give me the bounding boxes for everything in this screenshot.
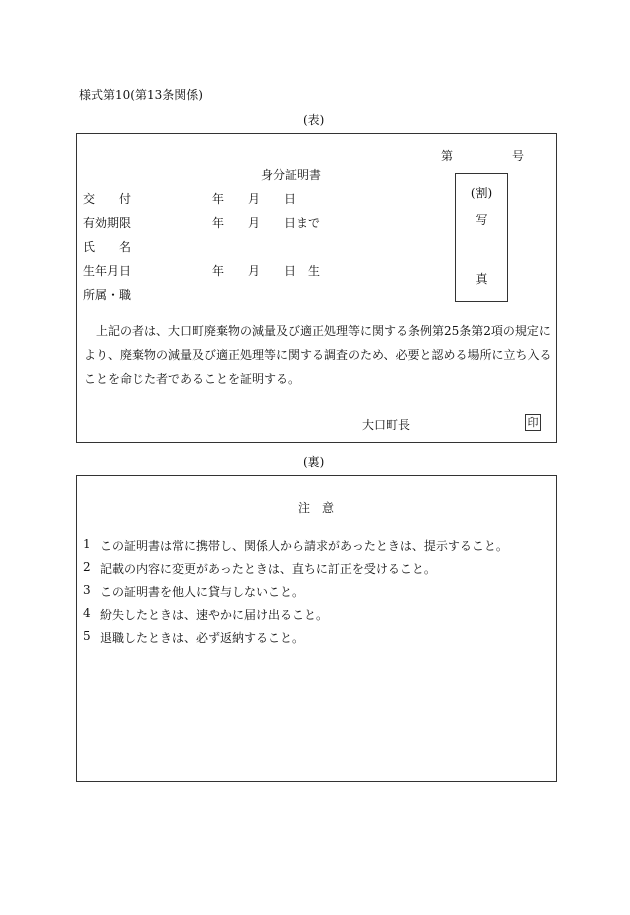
note-number: 4: [83, 606, 91, 620]
back-side-label: (裏): [303, 455, 325, 469]
note-text: 退職したときは、必ず返納すること。: [100, 631, 305, 645]
notes-title: 注 意: [298, 501, 335, 515]
field-label-birthdate: 生年月日: [83, 264, 132, 278]
field-value-issued: 年 月 日: [212, 192, 297, 206]
note-text: 紛失したときは、速やかに届け出ること。: [100, 608, 329, 622]
field-label-affiliation: 所属・職: [83, 288, 132, 302]
field-label-issued: 交 付: [83, 192, 132, 206]
field-value-expiry: 年 月 日まで: [212, 216, 321, 230]
seal-mark: 印: [525, 414, 541, 431]
note-text: この証明書を他人に貸与しないこと。: [100, 585, 305, 599]
note-number: 3: [83, 583, 91, 597]
form-number-label: 様式第10(第13条関係): [79, 88, 203, 102]
field-label-expiry: 有効期限: [83, 216, 132, 230]
photo-label-2: 真: [475, 272, 488, 286]
issuer-name: 大口町長: [362, 418, 411, 432]
certificate-statement: 上記の者は、大口町廃棄物の減量及び適正処理等に関する条例第25条第2項の規定により、廃棄物の減量及び適正処理等に関する調査のため、必要と認める場所に立ち入ることを命じた者であることを証明する。: [84, 324, 552, 386]
note-number: 5: [83, 629, 91, 643]
certificate-number-prefix: 第: [441, 149, 454, 163]
certificate-title: 身分証明書: [261, 168, 322, 182]
note-number: 2: [83, 560, 91, 574]
field-label-name: 氏 名: [83, 240, 132, 254]
note-number: 1: [83, 537, 91, 551]
note-text: この証明書は常に携帯し、関係人から請求があったときは、提示すること。: [100, 539, 508, 553]
front-side-label: (表): [303, 113, 325, 127]
photo-seal-mark: (割): [470, 186, 493, 200]
field-value-birthdate: 年 月 日 生: [212, 264, 321, 278]
note-text: 記載の内容に変更があったときは、直ちに訂正を受けること。: [100, 562, 436, 576]
certificate-number-suffix: 号: [512, 149, 525, 163]
photo-label-1: 写: [475, 213, 488, 227]
